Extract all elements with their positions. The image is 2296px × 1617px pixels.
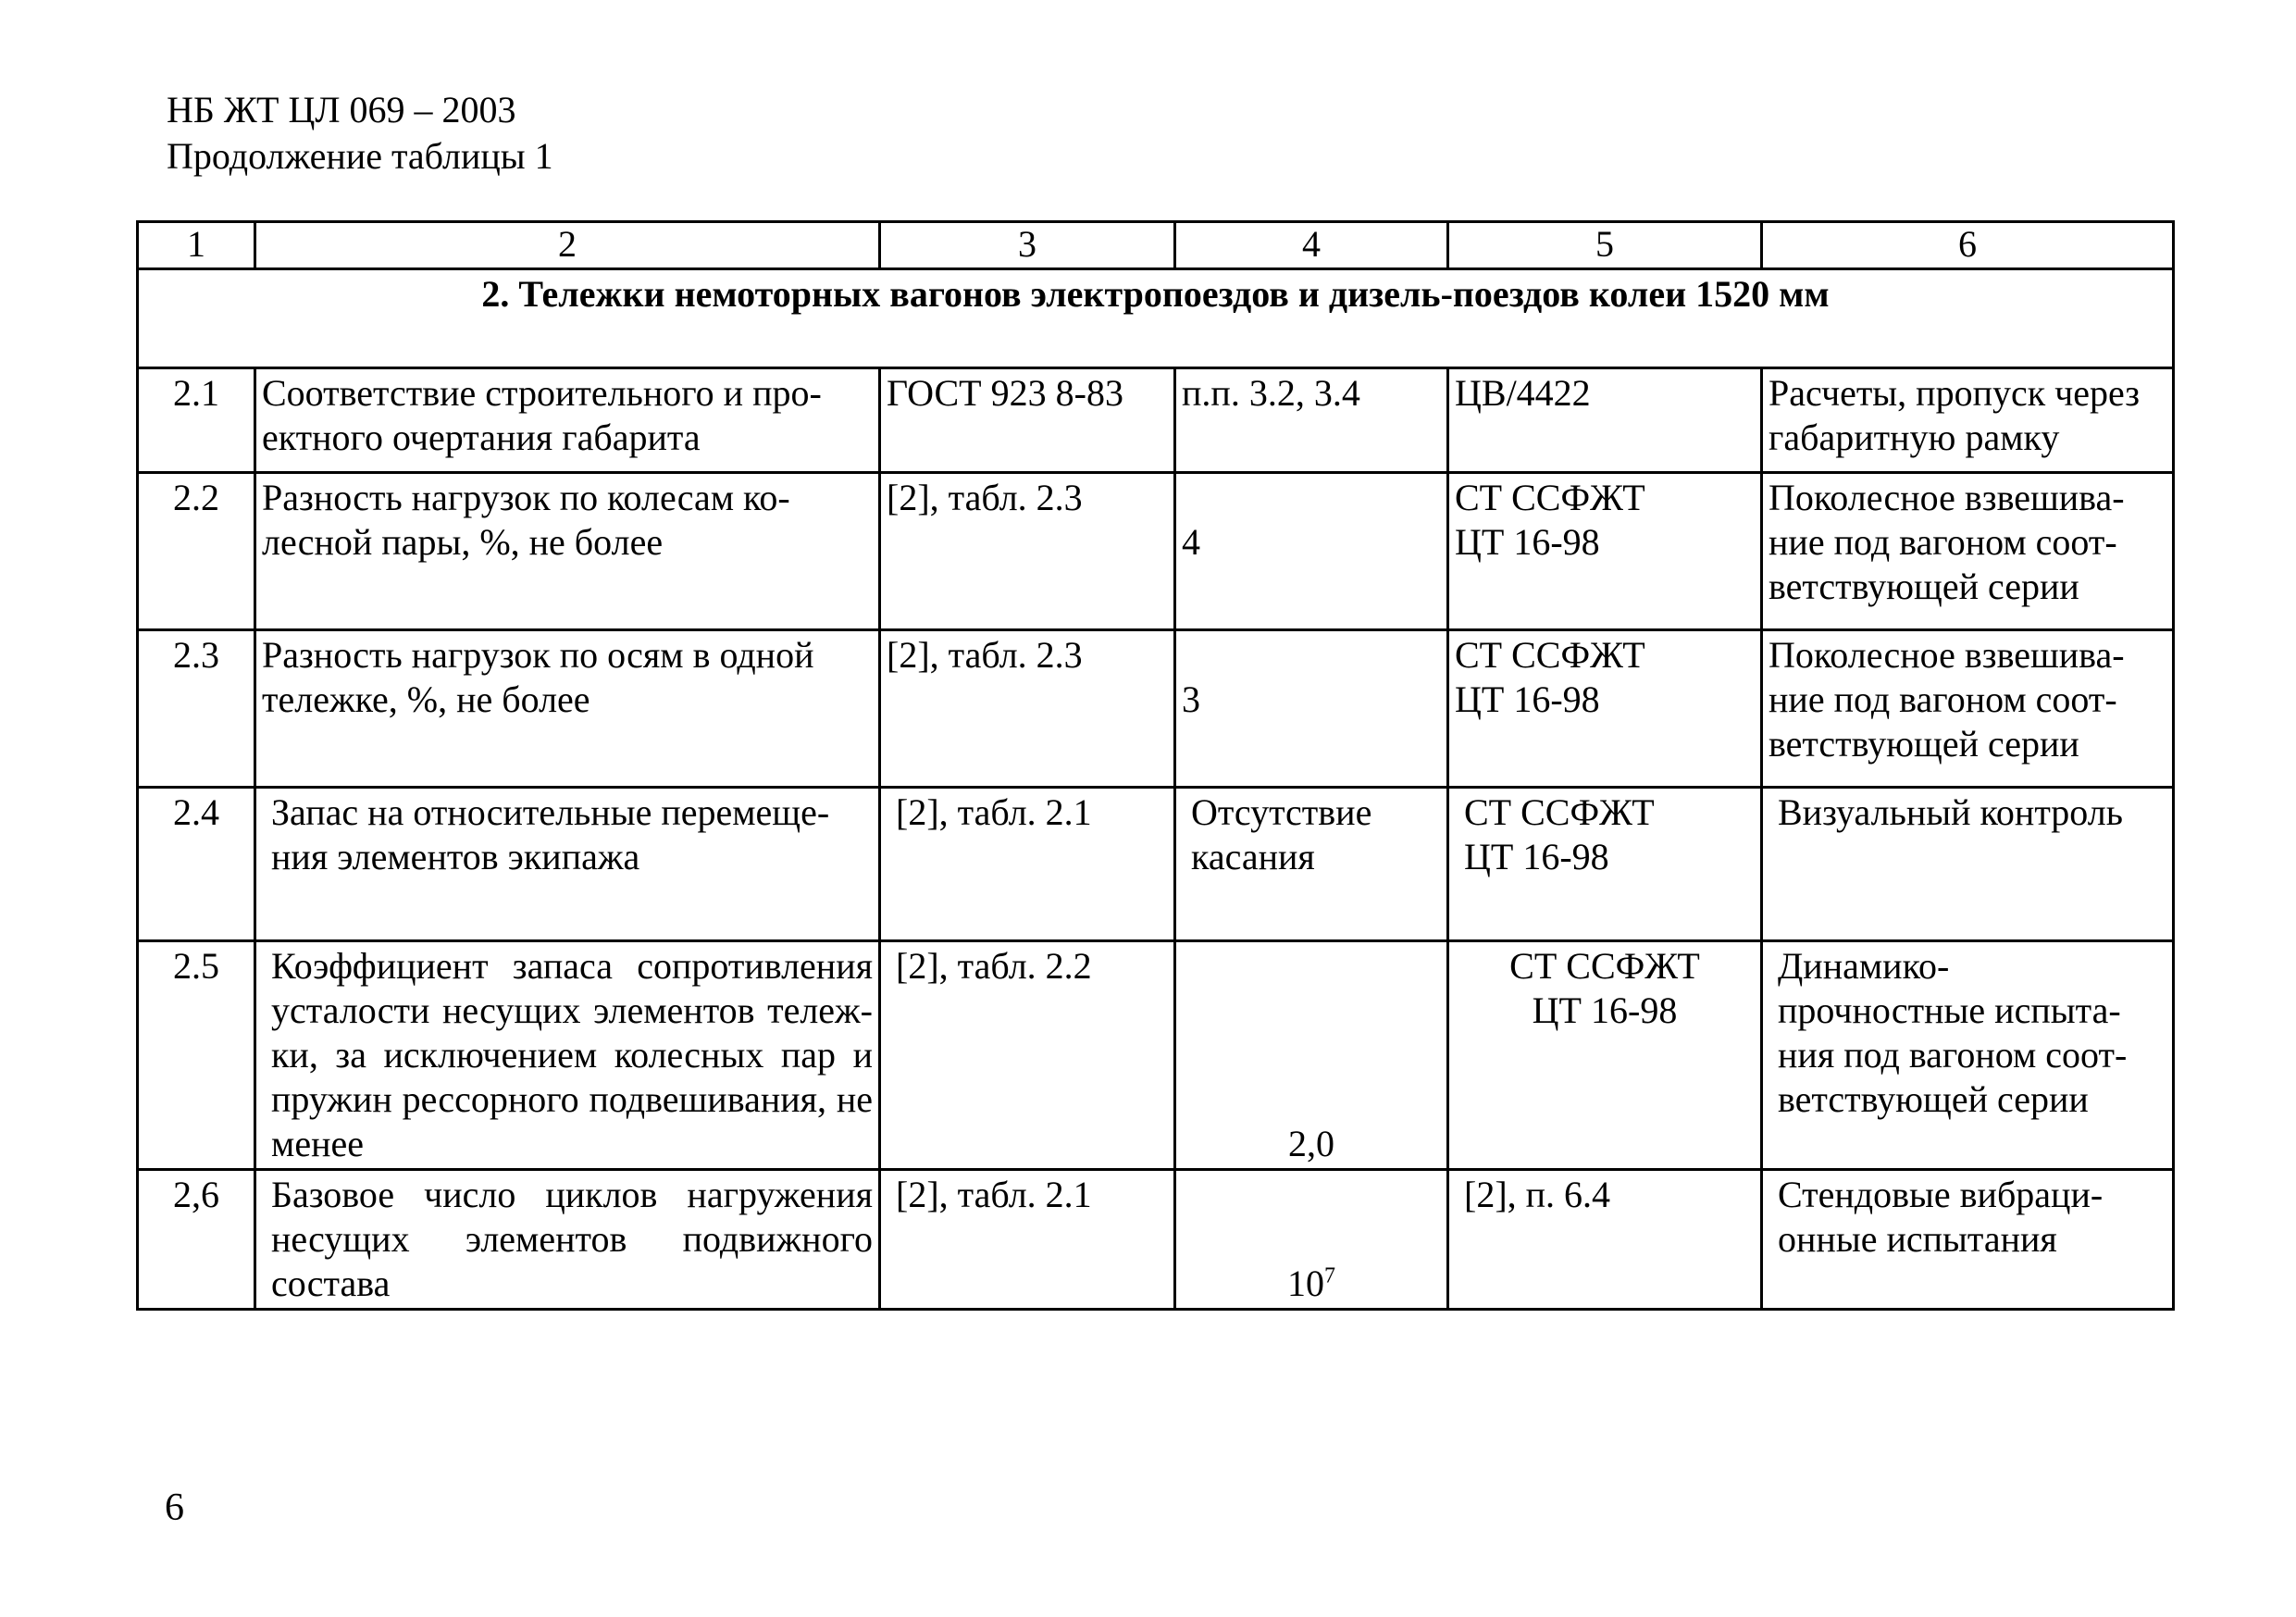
parameter-cell: Коэффициент запаса сопротивления усталости несущих элементов тележ-ки, за исключением колесных пар и пружин рессорного подвешивания, не менее [255,941,880,1170]
section-title: 2. Тележки немоторных вагонов электропоездов и дизель-поездов колеи 1520 мм [138,269,2174,368]
normative-doc-cell: ГОСТ 923 8-83 [880,368,1175,473]
method-doc-cell: СТ ССФЖТ ЦТ 16-98 [1448,788,1762,941]
control-method-cell: Расчеты, пропуск через габаритную рамку [1762,368,2174,473]
table-row [138,788,2174,941]
method-doc-cell: СТ ССФЖТ ЦТ 16-98 [1448,941,1762,1170]
table-row [138,473,2174,630]
table-row [138,368,2174,473]
method-doc-cell: ЦВ/4422 [1448,368,1762,473]
column-number: 3 [880,222,1175,269]
control-method-cell: Стендовые вибраци- онные испытания [1762,1170,2174,1310]
table-row [138,941,2174,1170]
table-row [138,1170,2174,1310]
row-number: 2.3 [138,630,255,788]
parameter-cell: Базовое число циклов нагружения несущих элементов подвижного состава [255,1170,880,1310]
column-number: 6 [1762,222,2174,269]
column-number: 1 [138,222,255,269]
method-doc-cell: СТ ССФЖТ ЦТ 16-98 [1448,473,1762,630]
parameter-cell: Соответствие строительного и про- ектного очертания габарита [255,368,880,473]
page-number: 6 [165,1486,184,1529]
row-number: 2.2 [138,473,255,630]
normative-doc-cell: [2], табл. 2.2 [880,941,1175,1170]
parameter-cell: Разность нагрузок по колесам ко- лесной пары, %, не более [255,473,880,630]
value-cell: 4 [1175,473,1448,630]
method-doc-cell: СТ ССФЖТ ЦТ 16-98 [1448,630,1762,788]
normative-doc-cell: [2], табл. 2.3 [880,630,1175,788]
control-method-cell: Поколесное взвешива- ние под вагоном соот- ветствующей серии [1762,473,2174,630]
value-cell [1175,1170,1448,1310]
column-number: 4 [1175,222,1448,269]
section-row [138,269,2174,368]
control-method-cell: Динамико- прочностные испыта- ния под вагоном соот- ветствующей серии [1762,941,2174,1170]
parameter-cell: Разность нагрузок по осям в одной тележке, %, не более [255,630,880,788]
requirements-table [136,220,2175,1311]
column-number-row [138,222,2174,269]
normative-doc-cell: [2], табл. 2.1 [880,788,1175,941]
row-number: 2.1 [138,368,255,473]
method-doc-cell: [2], п. 6.4 [1448,1170,1762,1310]
value-cell: Отсутствие касания [1175,788,1448,941]
control-method-cell: Визуальный контроль [1762,788,2174,941]
column-number: 2 [255,222,880,269]
value-cell: п.п. 3.2, 3.4 [1175,368,1448,473]
row-number: 2,6 [138,1170,255,1310]
row-number: 2.4 [138,788,255,941]
normative-doc-cell: [2], табл. 2.3 [880,473,1175,630]
value-exponent: 7 [1324,1263,1335,1288]
document-code: НБ ЖТ ЦЛ 069 – 2003 [167,89,516,131]
parameter-cell: Запас на относительные перемеще- ния элементов экипажа [255,788,880,941]
value-cell: 3 [1175,630,1448,788]
control-method-cell: Поколесное взвешива- ние под вагоном соот- ветствующей серии [1762,630,2174,788]
value-base: 10 [1287,1263,1324,1304]
value-cell: 2,0 [1175,941,1448,1170]
table-continuation-caption: Продолжение таблицы 1 [167,135,553,177]
column-number: 5 [1448,222,1762,269]
row-number: 2.5 [138,941,255,1170]
normative-doc-cell: [2], табл. 2.1 [880,1170,1175,1310]
table-row [138,630,2174,788]
